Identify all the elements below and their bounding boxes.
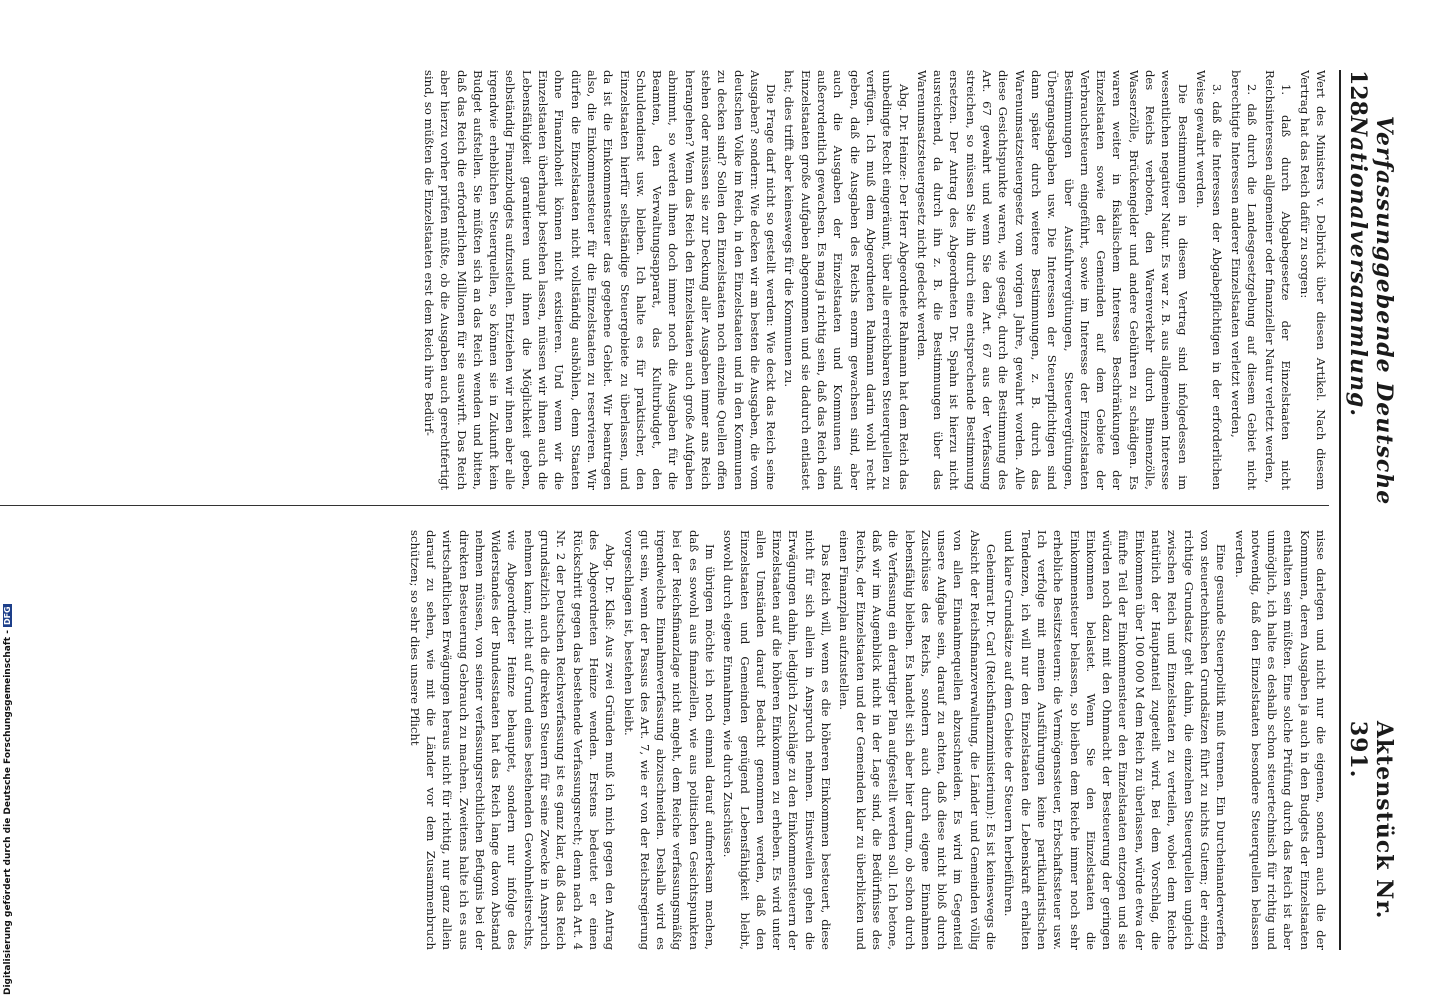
page-number: 128 — [1345, 70, 1371, 116]
right-column — [0, 530, 1329, 950]
paragraph: Wert des Ministers v. Delbrück über diesen Artikel. Nach diesem Vertrag hat das Reich dafür zu sorgen: — [1297, 70, 1328, 490]
dfg-logo-icon: DFG — [3, 606, 12, 626]
left-column — [0, 70, 1329, 490]
paragraph: Geheimrat Dr. Carl (Reichsfinanzministerium): Es ist keineswegs die Absicht der Reichsfinanzverwaltung, die Länder und Gemeinden völlig von allen Einnahmequellen abzuschneiden. Es wird im Gegenteil unsere Aufgabe sein, darauf zu achten, daß diese nicht bloß durch Zuschüsse des Reichs, sondern auch durch eigene Einnahmen lebensfähig bleiben. Es handelt sich aber hier darum, ob schon durch die Verfassung ein derartiger Plan aufgestellt werden soll. Ich betone, daß wir im Augenblick nicht in der Lage sind, die Bedürfnisse des Reichs, der Einzelstaaten und der Gemeinden klar zu überblicken und einen Finanzplan aufzustellen. — [837, 530, 999, 950]
column-divider — [0, 505, 1329, 506]
paragraph: 3. daß die Interessen der Abgabepflichtigen in der erforderlichen Weise gewahrt werden. — [1193, 70, 1225, 490]
paragraph: Eine gesunde Steuerpolitik muß trennen. Ein Durcheinanderwerfen von steuertechnischen Grundsätzen führt zu nichts Gutem; der einzig richtige Grundsatz geht dahin, die einzelnen Steuerquellen ungleich zwischen Reich und Einzelstaaten zu verteilen, wobei dem Reiche natürlich der Hauptanteil zugeteilt wird. Bei dem Vorschlag, die Einkommen über 100 000 M dem Reich zu überlassen, würde etwa der fünfte Teil der Einkommensteuer den Einzelstaaten entzogen und sie würden noch dazu mit den Ohnmacht der Besteuerung der geringen Einkommen belastet. Wenn Sie den Einzelstaaten die Einkommensteuer belassen, so bleiben dem Reiche immer noch sehr erhebliche Besitzsteuern: die Vermögenssteuer, Erbschaftssteuer usw. Ich verfolge mit meinen Ausführungen keine partikularistischen Tendenzen, ich will nur den Einzelstaaten die Lebenskraft erhalten und klare Grundsätze auf dem Gebiete der Steuern herbeiführen. — [1002, 530, 1229, 950]
paragraph: nisse darlegen und nicht nur die eigenen, sondern auch die der Kommunen, deren Ausgaben ja auch in den Budgets der Einzelstaaten enthalten sein müßten. Eine solche Prüfung durch das Reich ist aber unmöglich, ich halte es deshalb schon steuertechnisch für richtig und notwendig, daß den Einzelstaaten besondere Steuerquellen belassen werden. — [1232, 530, 1328, 950]
digitization-credit — [3, 604, 13, 995]
paragraph: Die Bestimmungen in diesem Vertrag sind infolgedessen im wesentlichen negativer Natur. Es war z. B. aus allgemeinem Interesse des Reichs verboten, den Warenverkehr durch Binnenzölle, Wasserzölle, Brückengelder und andere Gebühren zu schädigen. Es waren weiter in fiskalischem Interesse Beschränkungen der Einzelstaaten sowie der Gemeinden auf dem Gebiete der Verbrauchsteuern eingeführt, sowie im Interesse der Einzelstaaten Bestimmungen über Ausfuhrvergütungen, Steuervergütungen, Übergangsabgaben usw. Die Interessen der Steuerpflichtigen sind dann später durch weitere Bestimmungen, z. B. durch das Warenumsatzsteuergesetz vom vorigen Jahre, gewahrt worden. Alle diese Gesichtspunkte waren, wie gesagt, durch die Bestimmung des Art. 67 gewahrt und wenn Sie den Art. 67 aus der Verfassung streichen, so müssen Sie ihn durch eine entsprechende Bestimmung ersetzen. Der Antrag des Abgeordneten Dr. Spahn ist hierzu nicht ausreichend, da durch ihn z. B. die Bestimmungen über das Warenumsatzsteuergesetz nicht gedeckt werden. — [914, 70, 1190, 490]
page-title: Verfassunggebende Deutsche Nationalversammlung. — [1345, 115, 1397, 506]
paragraph: Im übrigen möchte ich noch einmal darauf aufmerksam machen, daß es sowohl aus finanziellen, wie aus politischen Gesichtspunkten bei der Reichsfinanzlage nicht angeht, dem Reiche verfassungsmäßig irgendwelche Einnahmeverfassung abzuschneiden. Deshalb wird es gut sein, wenn der Passus des Art. 7, wie er von der Reichsregierung vorgeschlagen ist, bestehen bleibt. — [621, 530, 718, 950]
paragraph: Abg. Dr. Klaß: Aus zwei Gründen muß ich mich gegen den Antrag des Abgeordneten Heinze wenden. Erstens bedeutet er einen Rückschritt gegen das bestehende Verfassungsrecht; denn nach Art. 4 Nr. 2 der Deutschen Reichsverfassung ist es ganz klar, daß das Reich grundsätzlich auch die direkten Steuern für seine Zwecke in Anspruch nehmen kann; nicht auf Grund eines bestehenden Gewohnheitsrechts, wie Abgeordneter Heinze behauptet, sondern nur infolge des Widerstandes der Bundesstaaten hat das Reich lange davon Abstand nehmen müssen, von seiner verfassungsrechtlichen Befugnis bei der direkten Besteuerung Gebrauch zu machen. Zweitens halte ich es aus wirtschaftlichen Erwägungen heraus nicht für richtig, nur ganz allein darauf zu sehen, wie mit die Länder vor dem Zusammenbruch schützen; so sehr dies unsere Pflicht — [407, 530, 618, 950]
paragraph: 1. daß durch Abgabegesetze der Einzelstaaten nicht Reichsinteressen allgemeiner oder finanzieller Natur verletzt werden, — [1263, 70, 1294, 490]
document-reference: Aktenstück Nr. 391. — [1345, 720, 1397, 920]
paragraph: Abg. Dr. Heinze: Der Herr Abgeordnete Rahmann hat dem Reich das unbedingte Recht eingeräumt, über alle erreichbaren Steuerquellen zu verfügen. Ich muß dem Abgeordneten Rahmann darin wohl recht geben, daß die Ausgaben des Reichs enorm gewachsen sind, aber auch die Ausgaben der Einzelstaaten und Kommunen sind außerordentlich gewachsen. Es mag ja richtig sein, daß das Reich den Einzelstaaten große Aufgaben abgenommen und sie dadurch entlastet hat; dies trifft aber keineswegs für die Kommunen zu. — [782, 70, 911, 490]
credit-text: Digitalisierung gefördert durch die Deutsche Forschungsgemeinschaft - — [3, 630, 13, 995]
paragraph: Das Reich will, wenn es die höheren Einkommen besteuert, diese nicht für sich allein in Anspruch nehmen. Einstweilen gehen die Erwägungen dahin, lediglich Zuschläge zu den Einkommensteuern der Einzelstaaten auf die höheren Einkommen zu erheben. Es wird unter allen Umständen darauf Bedacht genommen werden, daß den Einzelstaaten und Gemeinden genügend Lebensfähigkeit bleibt, sowohl durch eigene Einnahmen, wie durch Zuschüsse. — [721, 530, 834, 950]
paragraph: 2. daß durch die Landesgesetzgebung auf diesem Gebiet nicht berechtigte Interessen anderer Einzelstaaten verletzt werden, — [1228, 70, 1259, 490]
paragraph: Die Frage darf nicht so gestellt werden: Wie deckt das Reich seine Ausgaben? sondern: Wie decken wir am besten die Ausgaben, die vom deutschen Volke im Reich, in den Einzelstaaten und in den Kommunen zu decken sind? Sollen den Einzelstaaten noch einzelne Quellen offen stehen oder müssen sie zur Deckung aller Ausgaben immer ans Reich herangehen? Wenn das Reich den Einzelstaaten auch große Aufgaben abnimmt, so werden ihnen doch immer noch die Ausgaben für die Beamten, den Verwaltungsapparat, das Kulturbudget, den Schuldendienst usw. bleiben. Ich halte es für praktischer, den Einzelstaaten hierfür selbständige Steuergebiete zu überlassen, und da ist die Einkommensteuer das gegebene Gebiet. Wir beantragen also, die Einkommensteuer für die Einzelstaaten zu reservieren. Wir dürfen die Einzelstaaten nicht vollständig aushöhlen, denn Staaten ohne Finanzhoheit können nicht existieren. Und wenn wir die Einzelstaaten überhaupt bestehen lassen, müssen wir ihnen auch die Lebensfähigkeit garantieren und ihnen die Möglichkeit geben, selbständig Finanzbudgets aufzustellen. Entziehen wir ihnen aber alle irgendwie erheblichen Steuerquellen, so können sie in Zukunft kein Budget aufstellen. Sie müßten sich an das Reich wenden und bitten, daß das Reich die erforderlichen Millionen für sie auswirft. Das Reich aber hierzu vorher prüfen müßte, ob die Ausgaben auch gerechtfertigt sind, so müßten die Einzelstaaten erst dem Reich ihre Bedürf- — [421, 70, 779, 490]
page-header — [1339, 70, 1397, 950]
